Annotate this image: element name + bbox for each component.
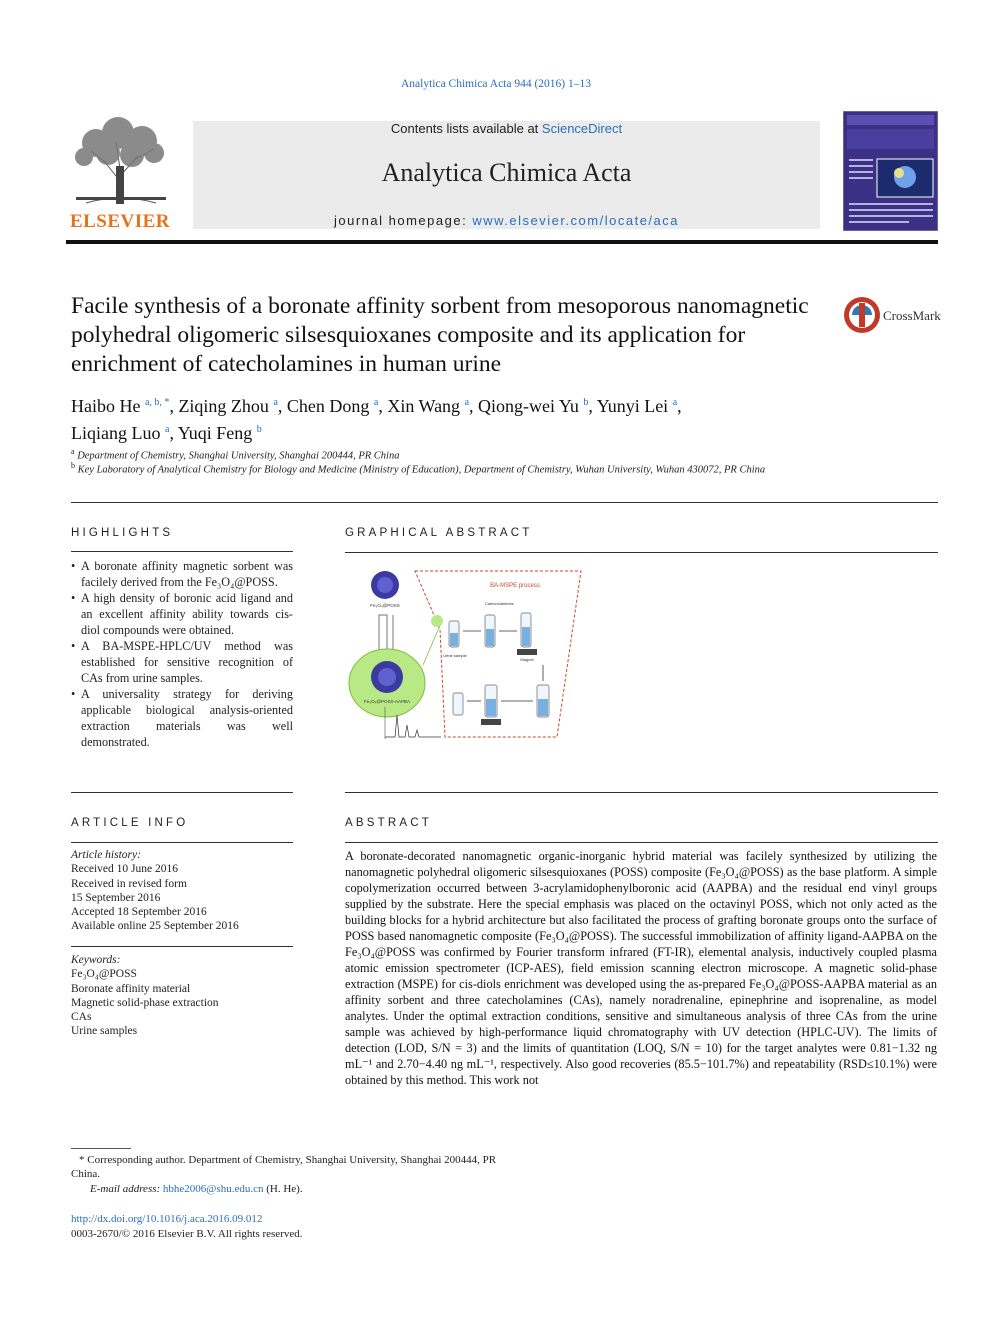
ga-urine-label: Urine sample (443, 653, 467, 658)
keyword-item: Boronate affinity material (71, 982, 191, 995)
highlight-item: • A high density of boronic acid ligand and an excellent affinity ability towards cis-diol compounds were obtained. (71, 590, 293, 638)
keyword-item: Urine samples (71, 1025, 138, 1038)
footnote-rule (71, 1148, 131, 1149)
author-list: Haibo He $^{a, b, *}$, Ziqing Zhou $^a$, Chen Dong $^a$, Xin Wang $^a$, Qiong-wei Yu $^b$, Yunyi Lei $^a$, Liqiang Luo $^a$, Yuqi Feng $^b$ (71, 396, 682, 443)
graphical-abstract-heading: GRAPHICAL ABSTRACT (345, 527, 533, 539)
affiliation-b: $^b$ Key Laboratory of Analytical Chemistry for Biology and Medicine (Ministry of Education), Department of Chemistry, Wuhan University, Wuhan 430072, PR China (71, 461, 766, 476)
contents-prefix: Contents lists available at (390, 121, 542, 136)
email-line (90, 1182, 303, 1196)
keywords-label: Keywords: (71, 954, 121, 966)
history-label: Article history: (71, 849, 141, 861)
abstract-heading: ABSTRACT (345, 817, 432, 829)
article-info-heading: ARTICLE INFO (71, 817, 189, 829)
header-divider (66, 240, 938, 244)
keyword-item: CAs (71, 1011, 92, 1024)
graphical-abstract-figure[interactable] (345, 565, 585, 745)
email-label: E-mail address: (90, 1183, 163, 1195)
affiliation-a: $^a$ Department of Chemistry, Shanghai University, Shanghai 200444, PR China (71, 447, 400, 462)
ga-magnet-label: Magnet (520, 657, 534, 662)
journal-title: Analytica Chimica Acta (381, 158, 632, 187)
keyword-item: Magnetic solid-phase extraction (71, 996, 219, 1009)
highlight-item: • A BA-MSPE-HPLC/UV method was established for sensitive recognition of CAs from urine samples. (71, 638, 293, 686)
author-8[interactable]: Yuqi Feng $^b$ (177, 423, 262, 443)
keyword-item: Fe₃O₄@POSS (71, 968, 137, 981)
highlights-list (71, 558, 293, 750)
ga-poss-label: Fe₃O₄@POSS (370, 603, 400, 608)
history-received: Received 10 June 2016 (71, 863, 178, 876)
article-title: Facile synthesis of a boronate affinity sorbent from mesoporous nanomagnetic polyhedral oligomeric silsesquioxanes composite and its application for enrichment of catecholamines in human urine (71, 293, 809, 377)
ga-cas-label: Catecholamines (485, 601, 514, 606)
highlights-rule-bottom (71, 792, 293, 793)
affiliation-divider (71, 502, 938, 503)
journal-reference[interactable]: Analytica Chimica Acta 944 (2016) 1–13 (400, 78, 592, 90)
highlights-rule-top (71, 551, 293, 552)
crossmark-badge[interactable] (842, 295, 942, 335)
article-history (71, 848, 293, 934)
email-link[interactable]: hbhe2006@shu.edu.cn (162, 1183, 264, 1195)
journal-cover-image[interactable] (843, 111, 938, 231)
history-revised: Received in revised form (71, 877, 187, 890)
sciencedirect-link[interactable]: ScienceDirect (541, 121, 623, 136)
history-revised-date: 15 September 2016 (71, 891, 161, 904)
author-4[interactable]: Xin Wang $^a$ (387, 396, 470, 416)
copyright-line: 0003-2670/© 2016 Elsevier B.V. All rights reserved. (71, 1228, 303, 1240)
doi-link[interactable]: http://dx.doi.org/10.1016/j.aca.2016.09.012 (71, 1213, 263, 1225)
journal-homepage-line (193, 213, 820, 228)
highlight-item: • A universality strategy for deriving applicable biological analysis-oriented extraction materials was well demonstrated. (71, 686, 293, 750)
contents-available-line (193, 121, 820, 136)
author-5[interactable]: Qiong-wei Yu $^b$ (478, 396, 589, 416)
author-2[interactable]: Ziqing Zhou $^a$ (178, 396, 278, 416)
crossmark-icon (842, 295, 882, 335)
elsevier-wordmark: ELSEVIER (69, 211, 171, 231)
author-7[interactable]: Liqiang Luo $^a$ (71, 423, 170, 443)
crossmark-label: CrossMark (883, 308, 941, 323)
ga-aapba-label: Fe₃O₄@POSS-AAPBA (364, 699, 410, 704)
ga-process-title: BA-MSPE process (490, 583, 540, 589)
keywords-block (71, 953, 293, 1039)
graphical-abstract-rule-top (345, 552, 938, 553)
article-info-rule-top (71, 842, 293, 843)
author-3[interactable]: Chen Dong $^a$ (286, 396, 379, 416)
corresponding-author-note: * Corresponding author. Department of Chemistry, Shanghai University, Shanghai 200444, PR China. (71, 1154, 497, 1180)
highlight-item: • A boronate affinity magnetic sorbent was facilely derived from the Fe₃O₄@POSS. (71, 558, 293, 590)
history-accepted: Accepted 18 September 2016 (71, 906, 207, 919)
author-1[interactable]: Haibo He $^{a, b, *}$ (71, 396, 170, 416)
article-info-rule-mid (71, 946, 293, 947)
abstract-body: A boronate-decorated nanomagnetic organic-inorganic hybrid material was facilely synthesized by utilizing the nanomagnetic polyhedral oligomeric silsesquioxanes (POSS) composite (Fe₃O₄@POSS) as the base platform. A simple copolymerization occurred between 3-acrylamidophenylboronic acid (AAPBA) and the residual end vinyl groups supplied by the substrate. Here the special emphasis was placed on the octavinyl POSS, which not only acted as the building blocks for a hybrid architecture but also facilitated the process of grafting boronate groups onto the surface of POSS based nanomagnetic composite (Fe₃O₄@POSS). The successful immobilization of affinity ligand-AAPBA on the Fe₃O₄@POSS was confirmed by Fourier transform infrared (FT-IR), elemental analysis, inductively coupled plasma atomic emission spectrometer (ICP-AES), field emission scanning electron microscope. A magnetic solid-phase extraction (MSPE) for cis-diols enrichment was developed using the as-prepared Fe₃O₄@POSS-AAPBA material as an affinity sorbent and three catecholamines (CAs), namely noradrenaline, epinephrine and isoprenaline, as model analytes. Under the optimal extraction conditions, sensitive and simultaneous analysis of three CAs from the urine sample was achieved by high-performance liquid chromatography with UV detection (HPLC-UV). The limits of detection (LOD, S/N = 3) and the limits of quantitation (LOQ, S/N = 10) for the target analytes were 0.81−1.32 ng mL⁻¹ and 2.70−4.40 ng mL⁻¹, respectively. Also good recoveries (85.5−101.7%) and repeatability (RSD≤10.1%) were obtained by this method. This work not (345, 849, 937, 1087)
email-suffix: (H. He). (263, 1183, 303, 1195)
homepage-prefix: journal homepage: (334, 213, 473, 228)
history-online: Available online 25 September 2016 (71, 920, 239, 933)
elsevier-logo (66, 111, 174, 231)
abstract-rule-top (345, 842, 938, 843)
graphical-abstract-rule-bottom (345, 792, 938, 793)
homepage-link[interactable]: www.elsevier.com/locate/aca (472, 213, 679, 228)
highlights-heading: HIGHLIGHTS (71, 527, 174, 539)
author-6[interactable]: Yunyi Lei $^a$ (596, 396, 678, 416)
